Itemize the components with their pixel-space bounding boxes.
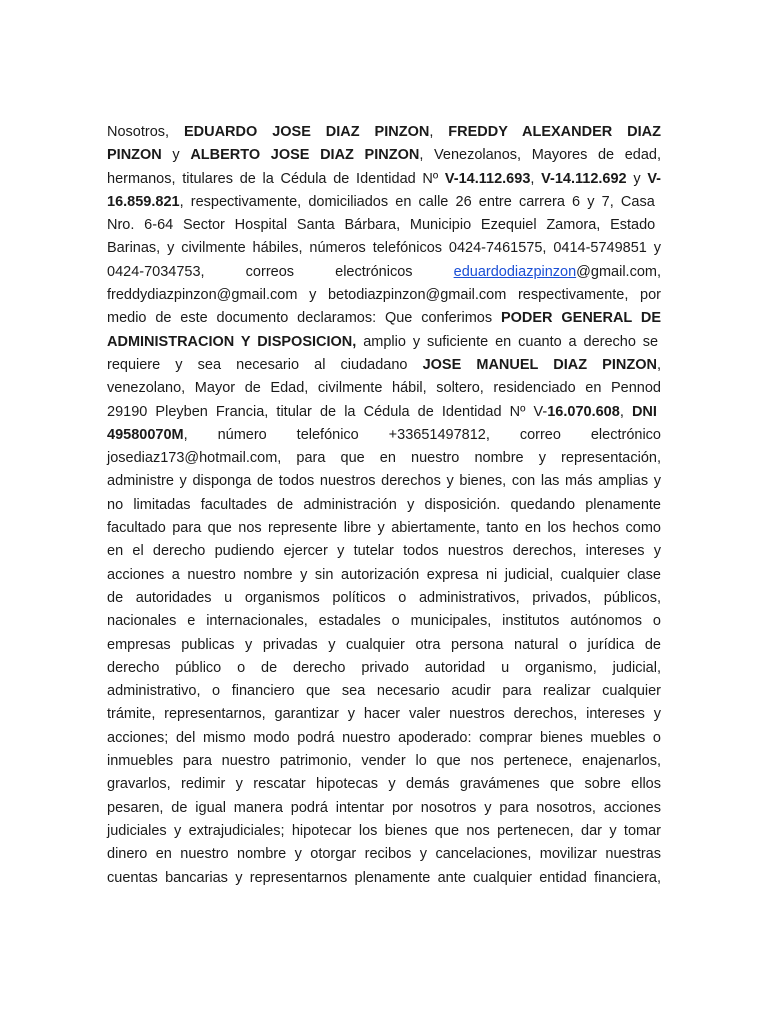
text-segment: judiciales y extrajudiciales; hipotecar los bienes que nos pertenecen, dar y tomar <box>107 822 661 839</box>
text-segment: administre y disponga de todos nuestros derechos y bienes, con las más amplias y <box>107 473 661 490</box>
text-line <box>107 191 661 214</box>
bold-text: 49580070M <box>107 426 184 443</box>
bold-text: JOSE MANUEL DIAZ PINZON <box>422 356 657 373</box>
text-line <box>107 237 661 260</box>
text-segment: acciones a nuestro nombre y sin autorización expresa ni judicial, cualquier clase <box>107 566 661 583</box>
text-segment: trámite, representarnos, garantizar y hacer valer nuestros derechos, intereses y <box>107 706 661 723</box>
text-segment: acciones; del mismo modo podrá nuestro apoderado: comprar bienes muebles o <box>107 729 661 746</box>
text-line <box>107 820 661 843</box>
bold-text: PINZON <box>107 147 162 164</box>
text-segment: , <box>530 170 542 187</box>
text-segment: gravarlos, redimir y rescatar hipotecas y demás gravámenes que sobre ellos <box>107 776 661 793</box>
text-segment: empresas publicas y privadas y cualquier otra persona natural o jurídica de <box>107 636 661 653</box>
text-line <box>107 214 661 237</box>
text-line <box>107 610 661 633</box>
text-line <box>107 331 661 354</box>
text-line <box>107 634 661 657</box>
text-line <box>107 587 661 610</box>
document-body <box>107 121 661 890</box>
text-line <box>107 703 661 726</box>
bold-text: DNI <box>631 403 657 420</box>
text-segment: cuentas bancarias y representarnos plenamente ante cualquier entidad financiera, <box>107 869 661 886</box>
bold-text: FREDDY ALEXANDER DIAZ <box>448 124 661 140</box>
text-line <box>107 284 661 307</box>
text-segment: freddydiazpinzon@gmail.com y betodiazpinzon@gmail.com respectivamente, por <box>107 287 661 304</box>
text-segment: derecho público o de derecho privado autoridad u organismo, judicial, <box>107 659 661 676</box>
text-line <box>107 424 661 447</box>
text-line <box>107 354 661 377</box>
text-segment: hermanos, titulares de la Cédula de Identidad Nº <box>107 170 445 187</box>
text-line <box>107 680 661 703</box>
text-segment: Nro. 6-64 Sector Hospital Santa Bárbara, Municipio Ezequiel Zamora, Estado <box>107 217 656 234</box>
bold-text: PODER GENERAL DE <box>500 310 661 327</box>
text-line <box>107 843 661 866</box>
bold-text: 16.070.608 <box>547 403 620 420</box>
text-line <box>107 750 661 773</box>
text-segment: , <box>429 124 449 140</box>
text-segment: josediaz173@hotmail.com, para que en nuestro nombre y representación, <box>107 450 661 467</box>
bold-text: 16.859.821 <box>107 193 180 210</box>
text-line <box>107 168 661 191</box>
text-segment: medio de este documento declaramos: Que conferimos <box>107 310 501 327</box>
text-segment: , <box>619 403 632 420</box>
text-segment: , número telefónico +33651497812, correo electrónico <box>183 426 661 443</box>
text-line <box>107 867 661 890</box>
text-line <box>107 470 661 493</box>
bold-text: V- <box>647 170 662 187</box>
email-link[interactable]: eduardodiazpinzon <box>453 263 577 280</box>
text-segment: @gmail.com, <box>576 263 661 280</box>
text-line <box>107 494 661 517</box>
text-segment: de autoridades u organismos políticos o administrativos, privados, públicos, <box>107 589 661 606</box>
text-segment: y <box>161 147 191 164</box>
text-segment: , Venezolanos, Mayores de edad, <box>419 147 662 164</box>
text-segment: inmuebles para nuestro patrimonio, vender lo que nos pertenece, enajenarlos, <box>107 753 661 770</box>
bold-text: V-14.112.693 <box>444 170 531 187</box>
text-line <box>107 121 661 144</box>
text-segment: nacionales e internacionales, estadales o municipales, institutos autónomos o <box>107 613 661 630</box>
text-segment: pesaren, de igual manera podrá intentar por nosotros y para nosotros, acciones <box>107 799 661 816</box>
text-line <box>107 797 661 820</box>
text-line <box>107 401 661 424</box>
text-line <box>107 447 661 470</box>
bold-text: ALBERTO JOSE DIAZ PINZON <box>190 147 420 164</box>
text-line <box>107 144 661 167</box>
text-line <box>107 261 661 284</box>
text-segment: no limitadas facultades de administración y disposición. quedando plenamente <box>107 496 661 513</box>
text-segment: venezolano, Mayor de Edad, civilmente hábil, soltero, residenciado en Pennod <box>107 380 661 397</box>
text-segment: 0424-7034753, correos electrónicos <box>107 263 454 280</box>
text-segment: facultado para que nos represente libre y abiertamente, tanto en los hechos como <box>107 520 661 537</box>
text-line <box>107 773 661 796</box>
text-segment: y <box>626 170 648 187</box>
text-line <box>107 657 661 680</box>
text-segment: administrativo, o financiero que sea necesario acudir para realizar cualquier <box>107 683 661 700</box>
text-line <box>107 564 661 587</box>
text-line <box>107 377 661 400</box>
text-segment: amplio y suficiente en cuanto a derecho se <box>356 333 659 350</box>
text-segment: Nosotros, <box>107 124 184 140</box>
text-segment: en el derecho pudiendo ejercer y tutelar todos nuestros derechos, intereses y <box>107 543 661 560</box>
bold-text: V-14.112.692 <box>541 170 627 187</box>
text-line <box>107 727 661 750</box>
text-segment: Barinas, y civilmente hábiles, números telefónicos 0424-7461575, 0414-5749851 y <box>107 240 661 257</box>
bold-text: EDUARDO JOSE DIAZ PINZON <box>183 124 430 140</box>
text-segment: 29190 Pleyben Francia, titular de la Cédula de Identidad Nº V- <box>107 403 548 420</box>
text-segment: requiere y sea necesario al ciudadano <box>107 356 423 373</box>
text-segment: , respectivamente, domiciliados en calle 26 entre carrera 6 y 7, Casa <box>179 193 655 210</box>
bold-text: ADMINISTRACION Y DISPOSICION, <box>107 333 357 350</box>
text-segment: , <box>656 356 661 373</box>
text-line <box>107 307 661 330</box>
text-line <box>107 517 661 540</box>
text-segment: dinero en nuestro nombre y otorgar recibos y cancelaciones, movilizar nuestras <box>107 846 661 863</box>
text-line <box>107 540 661 563</box>
